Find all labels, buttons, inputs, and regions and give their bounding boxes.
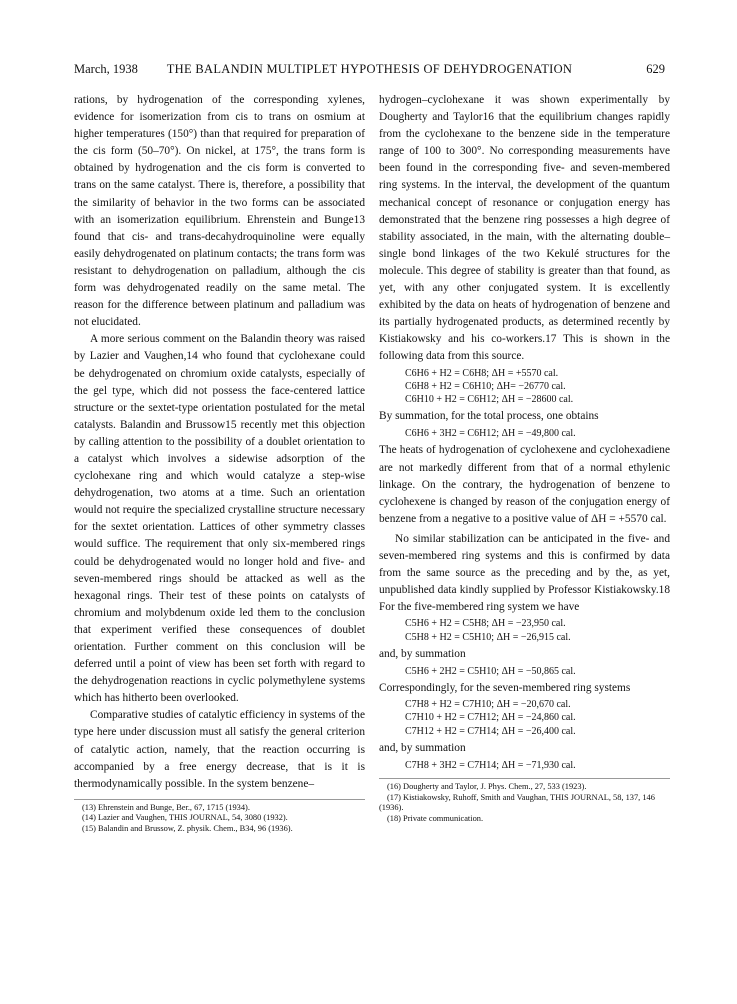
equation: C7H8 + H2 = C7H10; ΔH = −20,670 cal.	[405, 699, 571, 711]
paragraph: Comparative studies of catalytic efficiency in systems of the type here under discussion must all satisfy the general criterion of catalytic action, namely, that the reaction occurring is accompanied by a free energy decrease, that is it is thermodynamically possible. In the system benzene–	[74, 709, 365, 790]
right-column	[379, 92, 670, 824]
paragraph: and, by summation	[379, 741, 466, 754]
equation: C7H10 + H2 = C7H12; ΔH = −24,860 cal.	[405, 712, 576, 724]
paragraph: No similar stabilization can be anticipated in the five- and seven-membered ring systems and this is confirmed by data from the same source as the preceding and by the, as yet, unpublished data kindly supplied by Professor Kistiakowsky.18 For the five-membered ring system we have	[379, 532, 670, 614]
footnote: (18) Private communication.	[387, 813, 484, 823]
equation: C6H6 + H2 = C6H8; ΔH = +5570 cal.	[405, 367, 559, 379]
summation-equation: C6H6 + 3H2 = C6H12; ΔH = −49,800 cal.	[405, 428, 576, 440]
summation-equation: C5H6 + 2H2 = C5H10; ΔH = −50,865 cal.	[405, 665, 576, 677]
paragraph: The heats of hydrogenation of cyclohexene and cyclohexadiene are not markedly different from that of a normal ethylenic linkage. On the contrary, the hydrogenation of benzene to cyclohexene is changed by reason of the conjugation energy of benzene from a negative to a positive value of ΔH = +5570 cal.	[379, 444, 670, 525]
equation: C6H8 + H2 = C6H10; ΔH= −26770 cal.	[405, 380, 566, 392]
paragraph: and, by summation	[379, 647, 466, 660]
equation-block	[405, 617, 670, 643]
equation-block	[405, 367, 670, 407]
paragraph: A more serious comment on the Balandin theory was raised by Lazier and Vaughen,14 who found that cyclohexane could be dehydrogenated on chromium oxide catalysts, especially of the gel type, which did not possess the face-centered lattice structure or the sextet-type orientation postulated for the metal catalysts. Balandin and Brussow15 recently met this objection by calling attention to the possibility of a doublet orientation to a catalyst which involves a sidewise adsorption of the cyclohexane ring and which would catalyze a step-wise dehydrogenation, two atoms at a time. Such an orientation would not require the specialized crystalline structure necessary for the sextet orientation. Lattices of other symmetry classes would suffice. The requirement that only six-membered rings could be dehydrogenated would no longer hold and five- and seven-membered rings should be attacked as well as the hexagonal rings. Their test of these points on catalysts of chromium and molybdenum oxide led them to the conclusion that experiment verified these consequences of doublet orientation. Further comment on this conclusion will be deferred until a point of view has been set forth with regard to the dehydrogenation reactions in cyclic polymethylene systems which has hitherto been overlooked.	[74, 333, 365, 705]
equation: C5H6 + H2 = C5H8; ΔH = −23,950 cal.	[405, 618, 566, 630]
equation-block	[405, 698, 670, 738]
summation-equation: C7H8 + 3H2 = C7H14; ΔH = −71,930 cal.	[405, 759, 576, 771]
footnote: (17) Kistiakowsky, Ruhoff, Smith and Vaughan, THIS JOURNAL, 58, 137, 146 (1936).	[379, 792, 655, 813]
footnote: (15) Balandin and Brussow, Z. physik. Chem., B34, 96 (1936).	[82, 824, 293, 834]
left-column	[74, 92, 365, 835]
footnote: (16) Dougherty and Taylor, J. Phys. Chem., 27, 533 (1923).	[387, 782, 587, 792]
paragraph: rations, by hydrogenation of the corresponding xylenes, evidence for isomerization from cis to trans on osmium at higher temperatures (150°) than that required for preparation of the cis form (50–70°). On nickel, at 175°, the trans form is obtained by hydrogenation and the cis form is converted to trans on the same catalyst. There is, therefore, a possibility that the similarity of behavior in the two forms can be associated with an isomerization equilibrium. Ehrenstein and Bunge13 found that cis- and trans-decahydroquinoline were equally easily dehydrogenated on platinum contacts; the trans form was resistant to dehydrogenation on palladium, although the cis form was dehydrogenated readily on the same metal. The reason for the difference between platinum and palladium was not elucidated.	[74, 94, 365, 329]
equation: C7H12 + H2 = C7H14; ΔH = −26,400 cal.	[405, 725, 576, 737]
footnote: (14) Lazier and Vaughen, THIS JOURNAL, 54, 3080 (1932).	[82, 813, 288, 823]
equation: C6H10 + H2 = C6H12; ΔH = −28600 cal.	[405, 393, 574, 405]
page-number: 629	[646, 62, 665, 76]
running-title: THE BALANDIN MULTIPLET HYPOTHESIS OF DEHYDROGENATION	[166, 62, 573, 76]
paragraph: Correspondingly, for the seven-membered ring systems	[379, 682, 631, 695]
footnote: (13) Ehrenstein and Bunge, Ber., 67, 1715 (1934).	[82, 802, 250, 812]
paragraph: hydrogen–cyclohexane it was shown experimentally by Dougherty and Taylor16 that the equilibrium changes rapidly from the cyclohexane to the benzene side in the temperature range of 100 to 300°. No corresponding measurements have been found in the corresponding five- and seven-membered ring systems. In the interval, the development of the quantum mechanical concept of resonance or conjugation energy has demonstrated that the benzene ring possesses a high degree of stability associated, in the main, with the alternating double–single bond linkages of the two Kekulé structures for the molecule. This degree of stability is greater than that found, as yet, with any other conjugated system. It is excellently exhibited by the data on heats of hydrogenation of benzene and its partially hydrogenated products, as determined recently by Kistiakowsky and his co-workers.17 This is shown in the following data from this source.	[379, 94, 670, 363]
paragraph: By summation, for the total process, one obtains	[379, 410, 599, 423]
equation: C5H8 + H2 = C5H10; ΔH = −26,915 cal.	[405, 631, 571, 643]
footnotes	[74, 799, 365, 835]
footnotes	[379, 778, 670, 824]
issue-date: March, 1938	[74, 62, 138, 76]
